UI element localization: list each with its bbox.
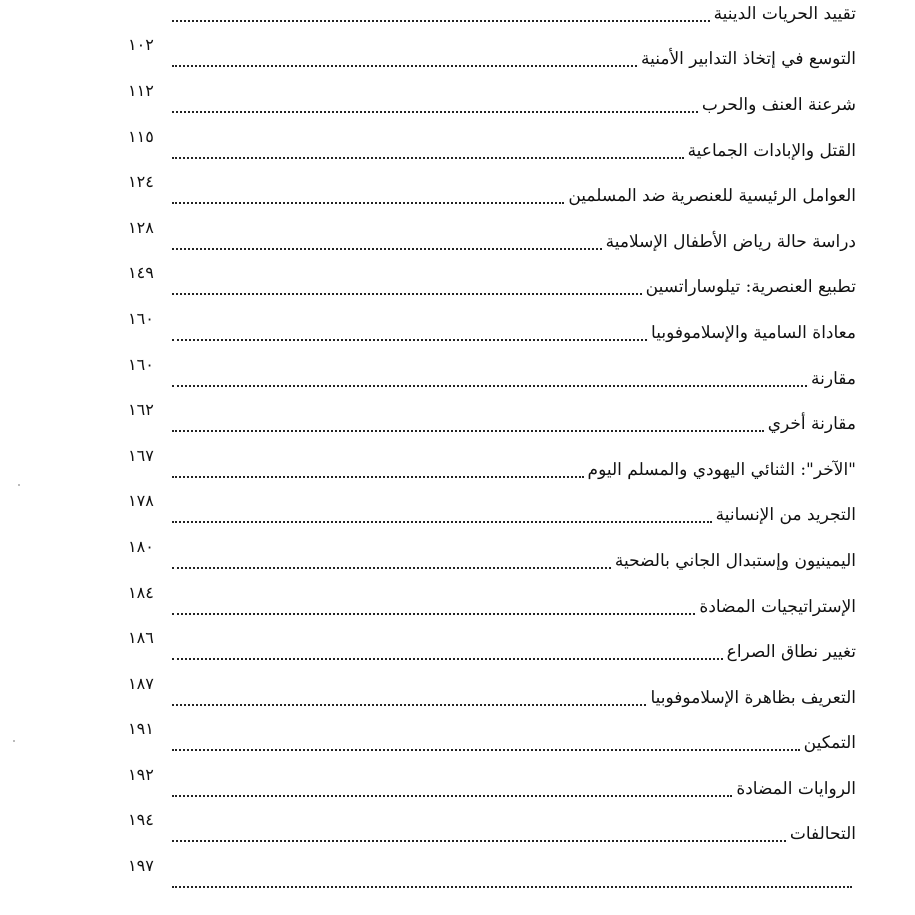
toc-entry-title: دراسة حالة رياض الأطفال الإسلامية — [605, 231, 856, 252]
toc-entry — [120, 440, 856, 486]
toc-leader — [120, 37, 641, 67]
toc-entry — [120, 166, 856, 212]
toc-entry — [120, 850, 856, 896]
toc-page-number: ١٦٧ — [128, 447, 154, 465]
toc-entry — [120, 121, 856, 167]
dot-leader — [172, 874, 852, 888]
toc-entry-title: التعريف بظاهرة الإسلاموفوبيا — [650, 687, 856, 708]
dot-leader — [172, 190, 564, 204]
dot-leader — [172, 509, 712, 523]
toc-leader — [120, 357, 811, 387]
toc-entry — [120, 759, 856, 805]
dot-leader — [172, 601, 695, 615]
toc-leader — [120, 265, 646, 295]
toc-page-number: ١٦٠ — [128, 356, 154, 374]
toc-page-number: ١٩٢ — [128, 766, 154, 784]
dot-leader — [172, 692, 646, 706]
toc-leader — [120, 129, 688, 159]
toc-entry-title: تغيير نطاق الصراع — [726, 642, 856, 663]
toc-leader — [120, 721, 804, 751]
toc-leader — [120, 311, 651, 341]
toc-leader — [120, 812, 790, 842]
toc-leader — [120, 83, 702, 113]
toc-entry — [120, 303, 856, 349]
toc-entry-title: التجريد من الإنسانية — [715, 505, 856, 526]
toc-page-number: ١٦٠ — [128, 310, 154, 328]
toc-entry — [120, 714, 856, 760]
toc-page-number: ١١٢ — [128, 82, 154, 100]
toc-leader — [120, 630, 727, 660]
scan-speck — [13, 740, 15, 742]
toc-entry-title: التمكين — [803, 733, 856, 754]
toc-page-number: ١١٥ — [128, 128, 154, 146]
toc-page-number: ١٩١ — [128, 721, 154, 739]
toc-page-number: ١٧٨ — [128, 493, 154, 511]
toc-entry-title: العوامل الرئيسية للعنصرية ضد المسلمين — [568, 186, 856, 207]
toc-leader — [120, 402, 768, 432]
toc-page-number: ١٢٨ — [128, 219, 154, 237]
toc-entry — [120, 212, 856, 258]
toc-entry — [120, 531, 856, 577]
dot-leader — [172, 464, 584, 478]
toc-entry-title: تطبيع العنصرية: تيلوساراتسين — [645, 277, 856, 298]
toc-page-number: ١٢٤ — [128, 174, 154, 192]
dot-leader — [172, 418, 764, 432]
toc-page-number: ١٨٤ — [128, 584, 154, 602]
toc-entry — [120, 349, 856, 395]
toc-entry — [120, 30, 856, 76]
toc-entry — [120, 0, 856, 30]
toc-entry-title: مقارنة — [811, 368, 856, 389]
toc-page-number: ١٩٧ — [128, 858, 154, 876]
toc-page-number: ١٦٢ — [128, 402, 154, 420]
dot-leader — [172, 373, 807, 387]
dot-leader — [172, 828, 786, 842]
toc-leader — [120, 448, 588, 478]
toc-leader — [120, 858, 856, 888]
toc-entry — [120, 577, 856, 623]
toc-page-number: ١٠٢ — [128, 37, 154, 55]
dot-leader — [172, 555, 611, 569]
dot-leader — [172, 236, 602, 250]
dot-leader — [172, 327, 647, 341]
toc-entry-title: معاداة السامية والإسلاموفوبيا — [651, 322, 856, 343]
toc-entry-title: التوسع في إتخاذ التدابير الأمنية — [640, 49, 856, 70]
toc-leader — [120, 220, 606, 250]
toc-entry-title: "الآخر": الثنائي اليهودي والمسلم اليوم — [587, 459, 856, 480]
toc-entry-title: تقييد الحريات الدينية — [713, 3, 856, 24]
dot-leader — [172, 8, 710, 22]
toc-entry — [120, 486, 856, 532]
toc-leader — [120, 0, 714, 22]
toc-entry-title: الإستراتيجيات المضادة — [699, 596, 856, 617]
toc-entry-title: الروايات المضادة — [736, 778, 856, 799]
toc-page-number: ١٨٧ — [128, 675, 154, 693]
toc-entry-title: مقارنة أخري — [767, 414, 856, 435]
toc-page-number: ١٤٩ — [128, 265, 154, 283]
scan-speck — [18, 484, 20, 486]
toc-leader — [120, 539, 615, 569]
toc-page-number: ١٩٤ — [128, 812, 154, 830]
toc-entry-title: التحالفات — [789, 824, 856, 845]
dot-leader — [172, 145, 684, 159]
dot-leader — [172, 783, 732, 797]
dot-leader — [172, 281, 642, 295]
dot-leader — [172, 99, 698, 113]
toc-leader — [120, 493, 716, 523]
toc-entry-title: القتل والإبادات الجماعية — [687, 140, 856, 161]
dot-leader — [172, 646, 723, 660]
toc-entry — [120, 622, 856, 668]
dot-leader — [172, 737, 800, 751]
toc-entry-title: اليمينيون وإستبدال الجاني بالضحية — [614, 550, 856, 571]
toc-page-number: ١٨٠ — [128, 538, 154, 556]
toc-entry-title: شرعنة العنف والحرب — [701, 94, 856, 115]
toc-entry — [120, 668, 856, 714]
toc-entry — [120, 805, 856, 851]
toc-leader — [120, 767, 736, 797]
table-of-contents — [120, 0, 856, 896]
toc-leader — [120, 585, 699, 615]
toc-entry — [120, 258, 856, 304]
toc-leader — [120, 676, 650, 706]
dot-leader — [172, 53, 637, 67]
toc-entry — [120, 75, 856, 121]
toc-page-number: ١٨٦ — [128, 630, 154, 648]
toc-leader — [120, 174, 568, 204]
toc-entry — [120, 394, 856, 440]
